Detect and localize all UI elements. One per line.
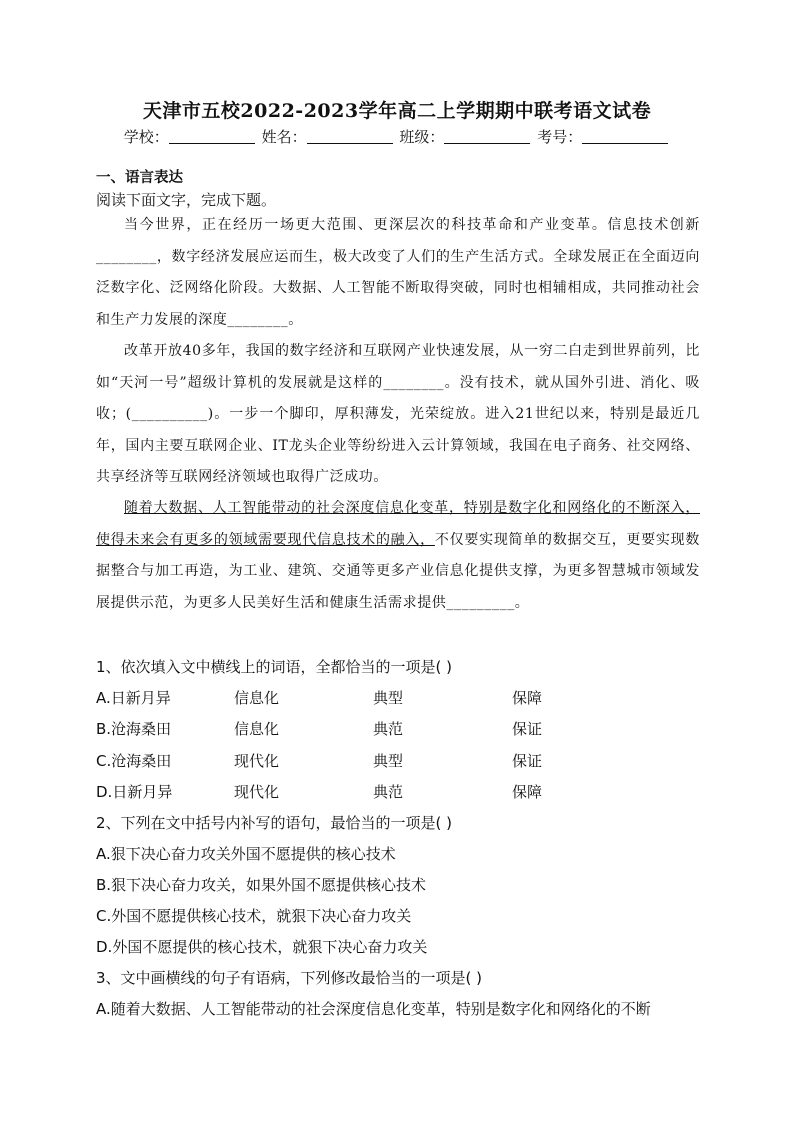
paragraph-3-rest: 不仅要实现简单的数据交互，更要实现数据整合与加工再造，为工业、建筑、交通等更多产业信息化提供支撑，为更多智慧城市领域发展提供示范，为更多人民美好生活和健康生活需求提供_________。 <box>96 531 700 611</box>
name-blank <box>307 129 393 144</box>
option-cell: 现代化 <box>234 783 280 801</box>
option-cell: 保障 <box>512 689 543 707</box>
question-2-option-c: C.外国不愿提供核心技术，就狠下决心奋力攻关 <box>96 907 412 925</box>
option-cell: 典范 <box>373 783 404 801</box>
option-cell: 保障 <box>512 783 543 801</box>
option-cell: B.沧海桑田 <box>96 720 172 738</box>
passage-paragraph-1: 当今世界，正在经历一场更大范围、更深层次的科技革命和产业变革。信息技术创新________，数字经济发展应运而生，极大改变了人们的生产生活方式。全球发展正在全面迈向泛数字化、泛网络化阶段。大数据、人工智能不断取得突破，同时也相辅相成，共同推动社会和生产力发展的深度________。 <box>96 217 700 328</box>
question-2-stem: 2、下列在文中括号内补写的语句，最恰当的一项是( ) <box>96 814 453 832</box>
exam-title: 天津市五校2022-2023学年高二上学期期中联考语文试卷 <box>142 100 652 122</box>
school-blank <box>169 129 255 144</box>
option-cell: 现代化 <box>234 752 280 770</box>
option-cell: 保证 <box>512 752 543 770</box>
option-cell: 保证 <box>512 720 543 738</box>
name-label: 姓名： <box>261 128 307 146</box>
underlined-sentence: 随着大数据、人工智能带动的社会深度信息化变革，特别是数字化和网络化的不断深入，使得未来会有更多的领域需要现代信息技术的融入， <box>96 500 700 548</box>
question-1-stem: 1、依次填入文中横线上的词语，全都恰当的一项是( ) <box>96 658 453 676</box>
option-cell: 信息化 <box>234 689 280 707</box>
passage-paragraph-3 <box>96 493 700 619</box>
option-cell: C.沧海桑田 <box>96 752 172 770</box>
school-label: 学校： <box>123 128 169 146</box>
passage-paragraph-2: 改革开放40多年，我国的数字经济和互联网产业快速发展，从一穷二白走到世界前列，比如“天河一号”超级计算机的发展就是这样的________。没有技术，就从国外引进、消化、吸收；(__________)。一步一个脚印，厚积薄发，光荣绽放。进入21世纪以来，特别是最近几年，国内主要互联网企业、IT龙头企业等纷纷进入云计算领域，我国在电子商务、社交网络、共享经济等互联网经济领域也取得广泛成功。 <box>96 343 700 485</box>
exam-number-blank <box>582 129 668 144</box>
section-instruction: 阅读下面文字，完成下题。 <box>96 191 277 209</box>
class-blank <box>444 129 530 144</box>
class-label: 班级： <box>399 128 445 146</box>
section-heading: 一、语言表达 <box>96 170 183 186</box>
option-cell: 典范 <box>373 720 404 738</box>
option-cell: D.日新月异 <box>96 783 173 801</box>
question-3-option-a: A.随着大数据、人工智能带动的社会深度信息化变革，特别是数字化和网络化的不断 <box>96 1000 651 1018</box>
option-cell: 典型 <box>373 689 404 707</box>
student-info-line <box>0 126 794 147</box>
option-cell: 信息化 <box>234 720 280 738</box>
question-2-option-b: B.狠下决心奋力攻关，如果外国不愿提供核心技术 <box>96 876 427 894</box>
option-cell: A.日新月异 <box>96 689 171 707</box>
question-2-option-a: A.狠下决心奋力攻关外国不愿提供的核心技术 <box>96 845 396 863</box>
question-3-stem: 3、文中画横线的句子有语病，下列修改最恰当的一项是( ) <box>96 969 483 987</box>
option-cell: 典型 <box>373 752 404 770</box>
exam-number-label: 考号： <box>537 128 583 146</box>
question-2-option-d: D.外国不愿提供的核心技术，就狠下决心奋力攻关 <box>96 938 428 956</box>
